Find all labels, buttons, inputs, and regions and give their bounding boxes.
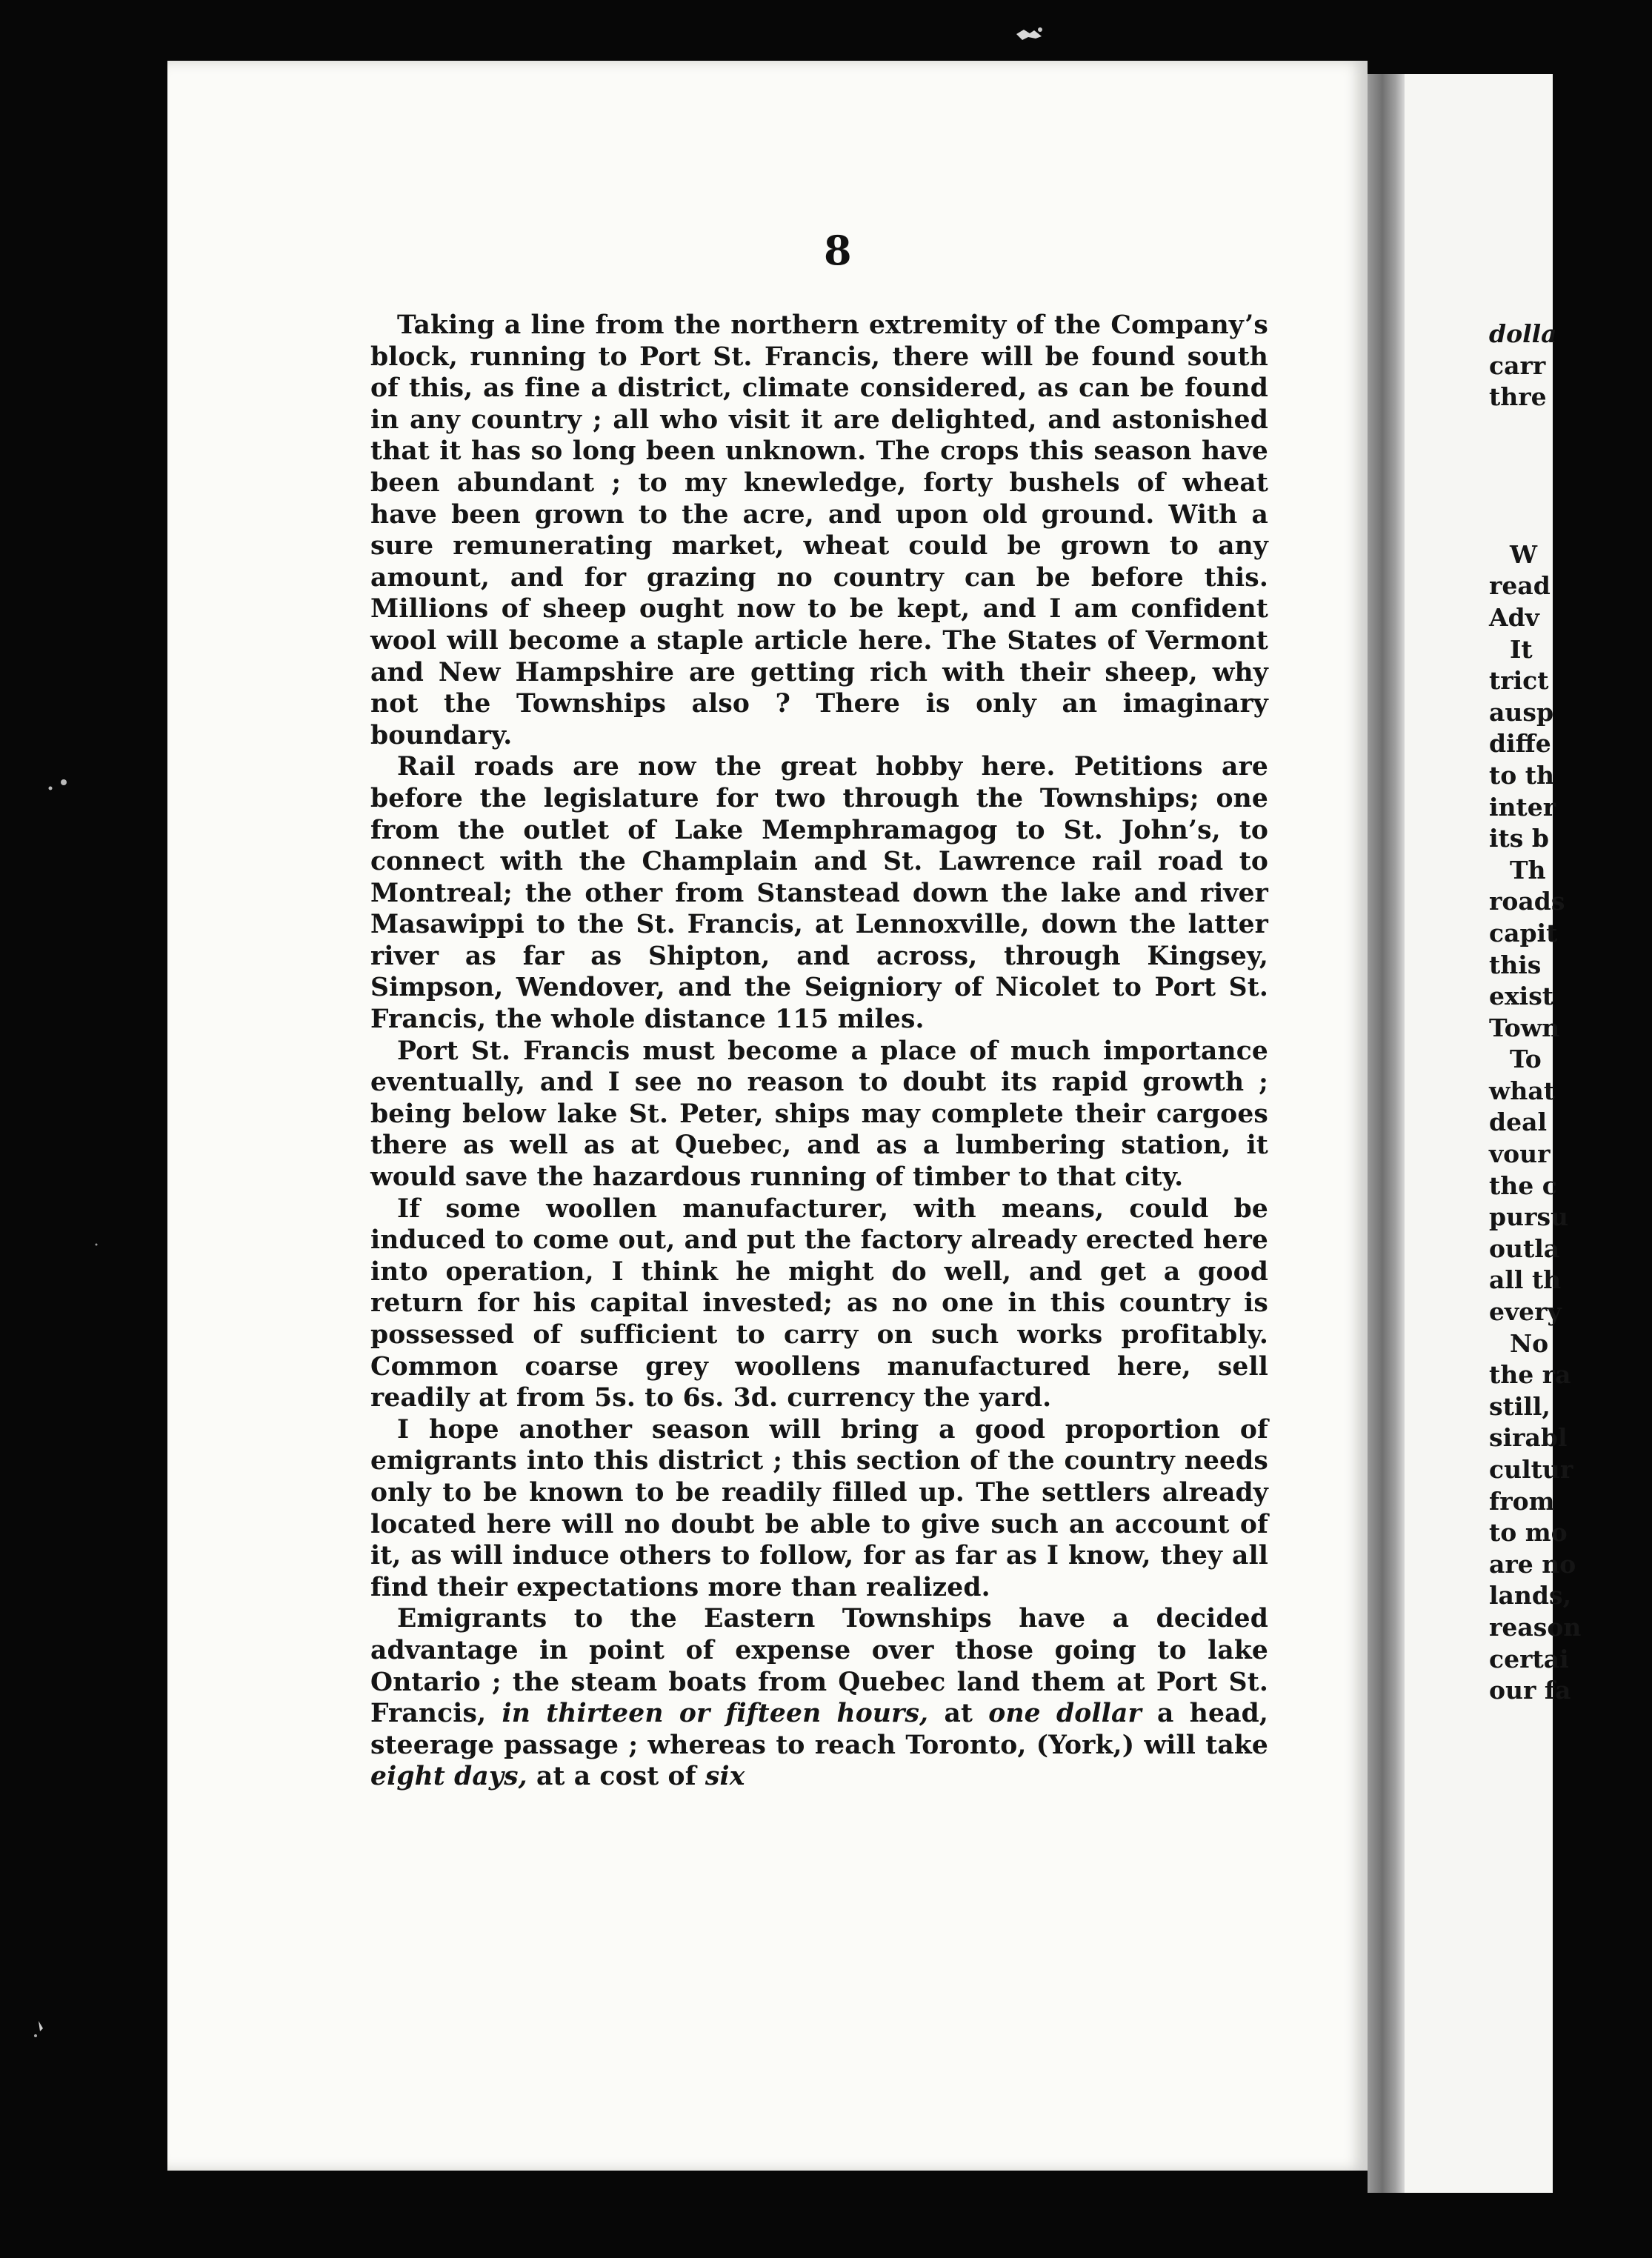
fragment-line: capit [1489, 918, 1558, 948]
fragment-line: It [1510, 634, 1533, 664]
fragment-line: cultur [1489, 1455, 1573, 1484]
fragment-line: No [1510, 1328, 1549, 1358]
fragment-line: read [1489, 571, 1551, 601]
fragment-line: inter [1489, 792, 1556, 822]
fragment-line: certai [1489, 1644, 1569, 1673]
scan-speck [61, 779, 67, 785]
italic-run: one dollar [988, 1699, 1142, 1729]
fragment-line: roads [1489, 887, 1565, 916]
fragment-line: deal [1489, 1108, 1547, 1137]
fragment-line: diffe [1489, 729, 1551, 759]
scan-speck [39, 2021, 43, 2031]
fragment-line: trict [1489, 666, 1549, 696]
paragraph-emigrant-advantage [370, 1603, 1268, 1793]
scan-speck-top [1016, 30, 1042, 40]
fragment-line: from [1489, 1486, 1555, 1516]
fragment-line: to th [1489, 760, 1554, 790]
italic-run: eight days, [370, 1762, 527, 1792]
fragment-line: are no [1489, 1549, 1576, 1579]
fragment-line: outla [1489, 1233, 1560, 1263]
paragraph-emigrants-hope: I hope another season will bring a good proportion of emigrants into this district ; this section of the country needs only to be known to be readily filled up. The settlers already located here will no doubt be able to give such an account of it, as will induce others to follow, for as far as I know, they all find their expectations more than realized. [370, 1414, 1268, 1602]
fragment-line: to mo [1489, 1518, 1568, 1548]
paragraph-woollen-manufacturer: If some woollen manufacturer, with means, could be induced to come out, and put the factory already erected here into operation, I think he might do well, and get a good return for his capital invested; as no one in this country is possessed of sufficient to carry on such works profitably. Common coarse grey woollens manufactured here, sell readily at from 5s. to 6s. 3d. currency the yard. [370, 1193, 1268, 1413]
book-gutter [1368, 74, 1405, 2193]
fragment-line: every [1489, 1297, 1562, 1327]
paragraph-rail-roads: Rail roads are now the great hobby here. Petitions are before the legislature for two through the Townships; one from the outlet of Lake Memphramagog to St. John’s, to connect with the Champlain and St. Lawrence rail road to Montreal; the other from Stanstead down the lake and river Masawippi to the St. Francis, at Lennoxville, down the latter river as far as Shipton, and across, through Kingsey, Simpson, Wendover, and the Seigniory of Nicolet to Port St. Francis, the whole distance 115 miles. [370, 752, 1268, 1035]
fragment-line: this [1489, 950, 1542, 979]
fragment-line: reason [1489, 1612, 1582, 1642]
fragment-line: pursu [1489, 1202, 1569, 1232]
fragment-line: Town [1489, 1013, 1560, 1042]
fragment-line: Th [1510, 855, 1546, 885]
fragment-line: our fa [1489, 1676, 1571, 1705]
fragment-line: all th [1489, 1265, 1562, 1295]
fragment-line: dolla [1489, 319, 1557, 348]
fragment-line: exist [1489, 982, 1554, 1011]
fragment-line: lands, [1489, 1581, 1572, 1611]
page-number: 8 [824, 227, 852, 274]
fragment-gap [1489, 413, 1652, 539]
italic-run: in thirteen or fifteen hours, [502, 1699, 929, 1729]
fragment-line: still, [1489, 1391, 1551, 1421]
fragment-line: thre [1489, 382, 1547, 412]
fragment-line: To [1510, 1045, 1542, 1074]
right-page-text-fragments [1489, 319, 1652, 1707]
scan-speck [96, 1244, 98, 1246]
fragment-line: W [1510, 539, 1538, 569]
fragment-line: ausp [1489, 697, 1554, 727]
scan-speck [49, 787, 53, 790]
fragment-line: the ra [1489, 1360, 1571, 1390]
fragment-line: what [1489, 1076, 1556, 1105]
italic-run: six [705, 1762, 745, 1792]
paragraph-port-st-francis: Port St. Francis must become a place of much importance eventually, and I see no reason to doubt its rapid growth ; being below lake St. Peter, ships may complete their cargoes there as well as at Quebec, and as a lumbering station, it would save the hazardous running of timber to that city. [370, 1036, 1268, 1193]
fragment-line: the c [1489, 1170, 1557, 1200]
text-run: at [944, 1699, 973, 1729]
main-text-column [370, 310, 1268, 1793]
paragraph-land-quality: Taking a line from the northern extremity of the Company’s block, running to Port St. Francis, there will be found south of this, as fine a district, climate considered, as can be found in any country ; all who visit it are delighted, and astonished that it has so long been unknown. The crops this season have been abundant ; to my knewledge, forty bushels of wheat have been grown to the acre, and upon old ground. With a sure remunerating market, wheat could be grown to any amount, and for grazing no country can be before this. Millions of sheep ought now to be kept, and I am confident wool will become a staple article here. The States of Vermont and New Hampshire are getting rich with their sheep, why not the Townships also ? There is only an imaginary boundary. [370, 310, 1268, 750]
text-run: at a cost of [536, 1762, 696, 1792]
fragment-line: sirabl [1489, 1423, 1568, 1453]
scan-speck [34, 2034, 37, 2037]
text-run: a head, steerage passage ; whereas to reach Toronto, (York,) will take [370, 1699, 1269, 1760]
fragment-line: its b [1489, 824, 1549, 853]
fragment-line: carr [1489, 350, 1546, 380]
fragment-line: vour [1489, 1139, 1551, 1169]
fragment-line: Adv [1489, 602, 1539, 632]
text-run: Emigrants to the Eastern Townships have a decided advantage in point of expense over those going to lake Ontario ; the steam boats from Quebec land them at Port St. Francis, [370, 1604, 1268, 1729]
scan-speck [1038, 27, 1042, 32]
